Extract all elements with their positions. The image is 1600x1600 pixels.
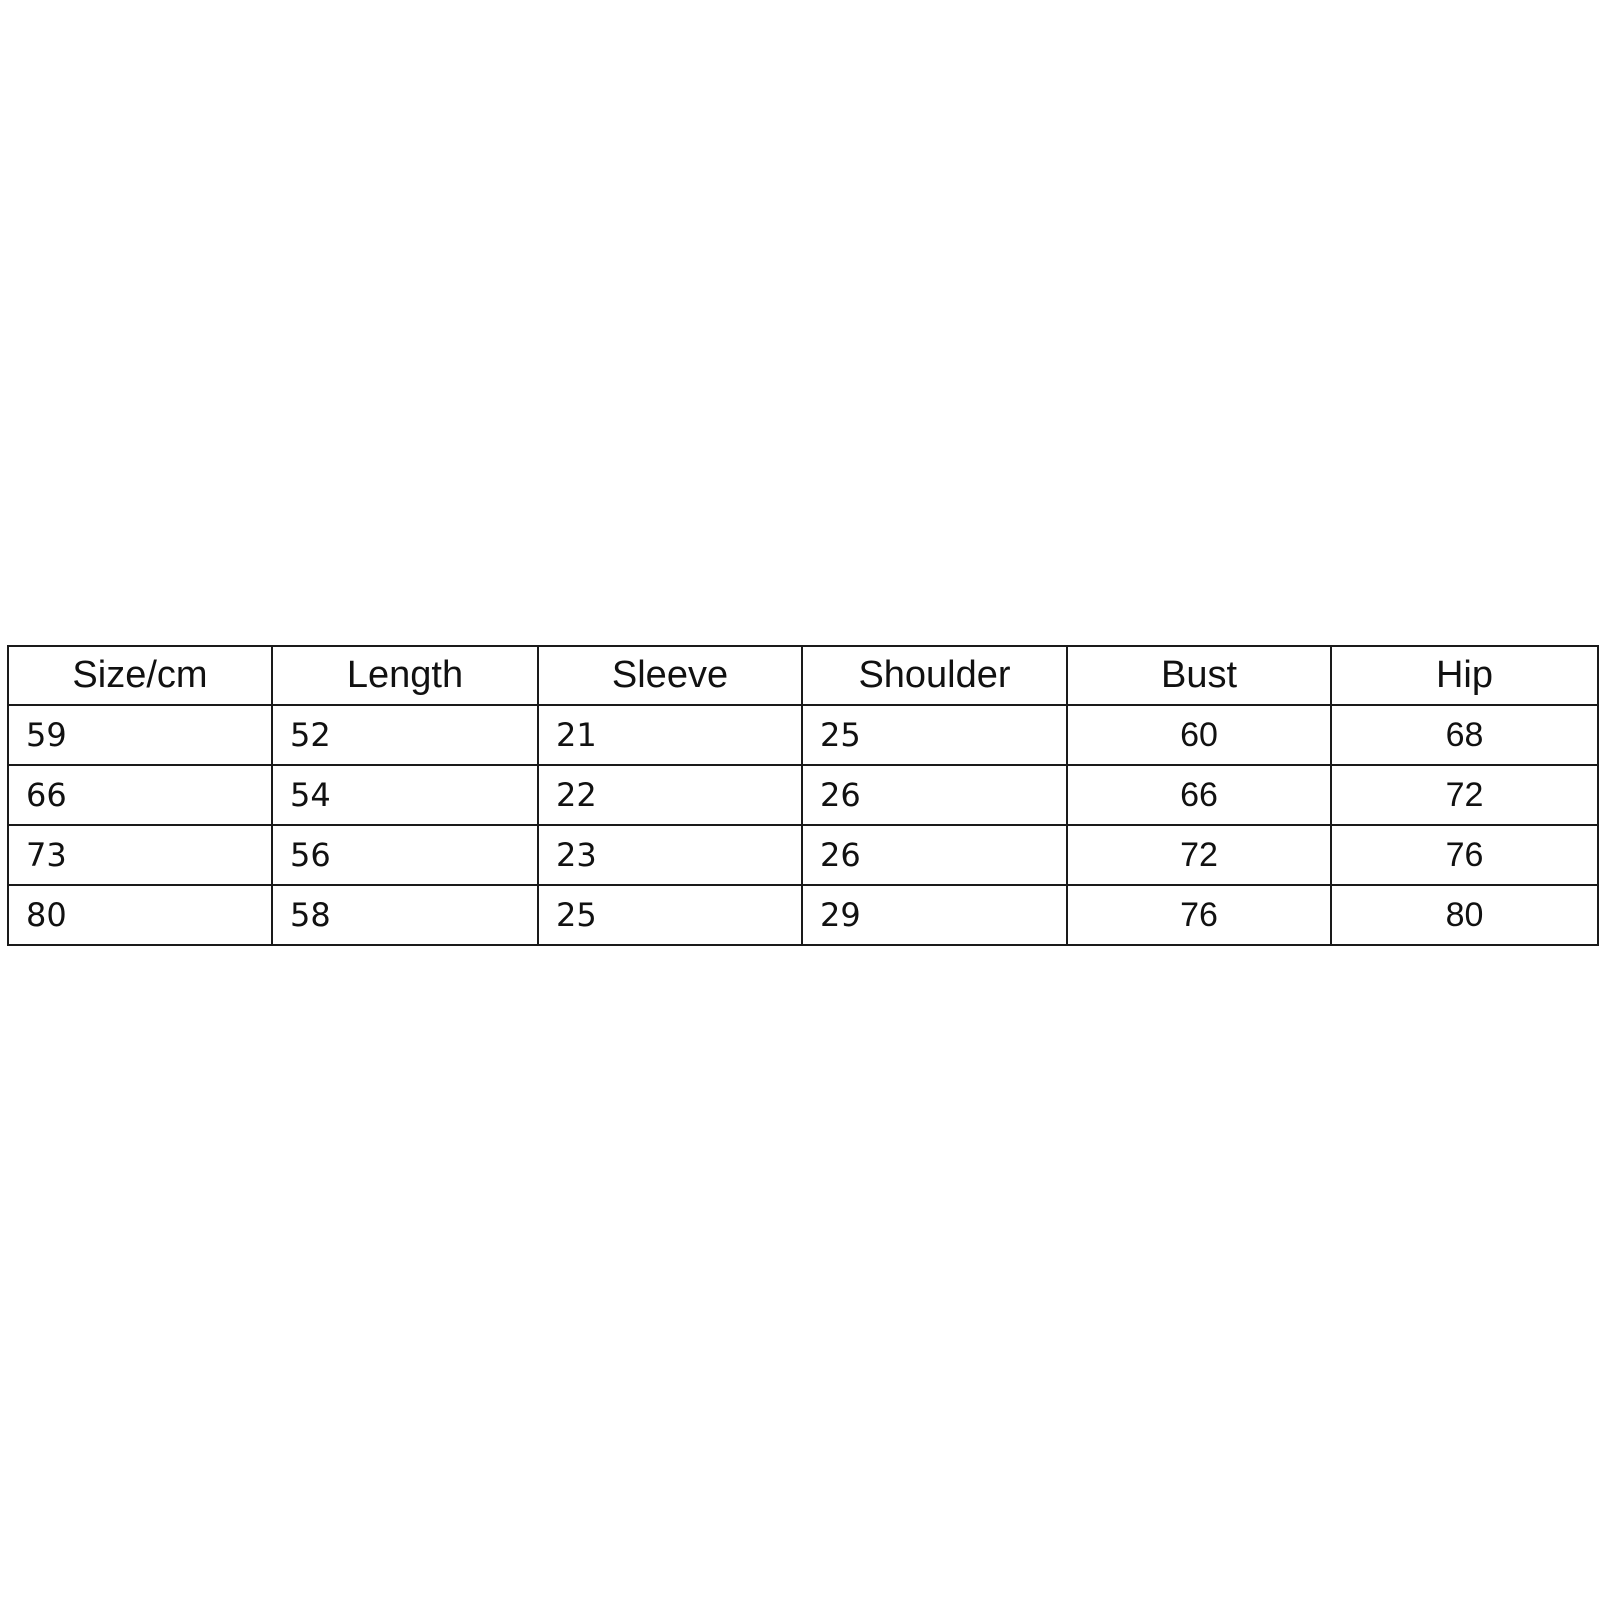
- cell-sleeve: 23: [538, 825, 802, 885]
- cell-size: 66: [8, 765, 272, 825]
- cell-size: 80: [8, 885, 272, 945]
- cell-size: 73: [8, 825, 272, 885]
- size-chart-header: [8, 646, 1598, 705]
- size-chart-body: [8, 705, 1598, 945]
- header-bust: Bust: [1067, 646, 1331, 705]
- cell-sleeve: 22: [538, 765, 802, 825]
- table-row: [8, 765, 1598, 825]
- cell-hip: 68: [1331, 705, 1598, 765]
- cell-shoulder: 29: [802, 885, 1067, 945]
- header-length: Length: [272, 646, 538, 705]
- cell-hip: 76: [1331, 825, 1598, 885]
- header-shoulder: Shoulder: [802, 646, 1067, 705]
- cell-hip: 80: [1331, 885, 1598, 945]
- header-size: Size/cm: [8, 646, 272, 705]
- cell-shoulder: 26: [802, 765, 1067, 825]
- cell-shoulder: 26: [802, 825, 1067, 885]
- header-hip: Hip: [1331, 646, 1598, 705]
- table-row: [8, 825, 1598, 885]
- header-sleeve: Sleeve: [538, 646, 802, 705]
- table-row: [8, 885, 1598, 945]
- cell-length: 58: [272, 885, 538, 945]
- cell-bust: 72: [1067, 825, 1331, 885]
- cell-hip: 72: [1331, 765, 1598, 825]
- cell-length: 54: [272, 765, 538, 825]
- size-chart-table: [7, 645, 1599, 946]
- cell-bust: 66: [1067, 765, 1331, 825]
- cell-size: 59: [8, 705, 272, 765]
- cell-bust: 76: [1067, 885, 1331, 945]
- cell-sleeve: 21: [538, 705, 802, 765]
- cell-length: 56: [272, 825, 538, 885]
- cell-sleeve: 25: [538, 885, 802, 945]
- table-row: [8, 705, 1598, 765]
- cell-shoulder: 25: [802, 705, 1067, 765]
- cell-length: 52: [272, 705, 538, 765]
- cell-bust: 60: [1067, 705, 1331, 765]
- header-row: [8, 646, 1598, 705]
